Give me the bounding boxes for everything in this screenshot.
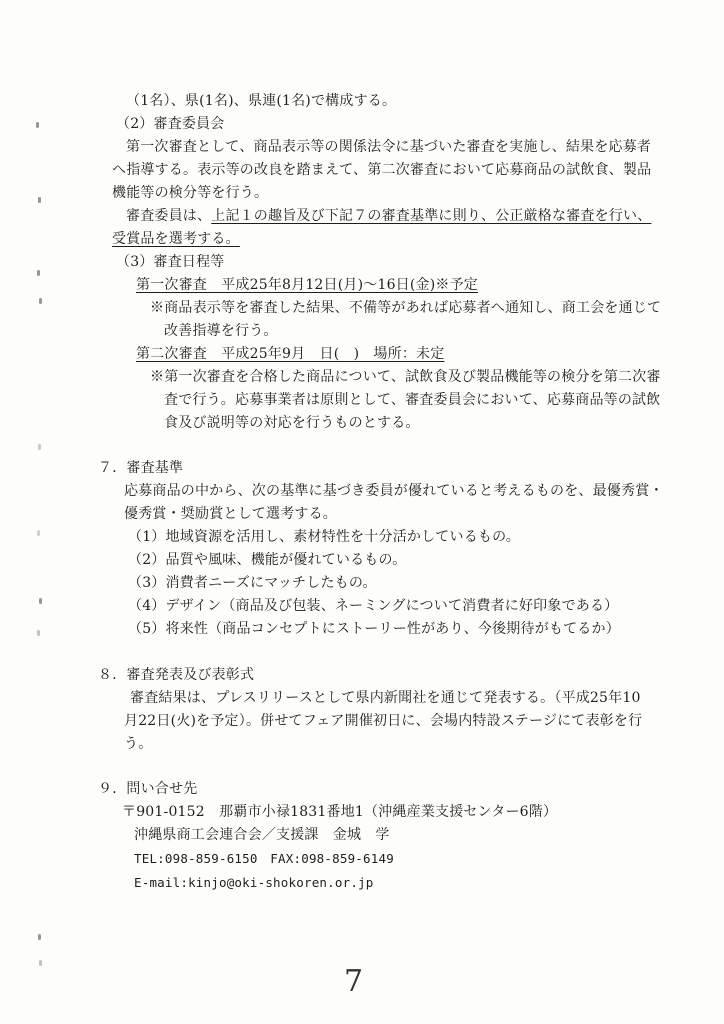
review-committee-text: 機能等の検分等を行う。 [112, 185, 269, 201]
review-committee-heading: （2）審査委員会 [116, 116, 225, 132]
scan-speck [38, 934, 41, 940]
announcement-text: 月22日(火)を予定）。併せてフェア開催初日に、会場内特設ステージにて表彰を行 [124, 713, 643, 729]
scan-speck [39, 298, 42, 304]
contact-heading: ９．問い合せ先 [98, 781, 198, 797]
criteria-intro: 応募商品の中から、次の基準に基づき委員が優れていると考えるものを、最優秀賞・ [124, 483, 664, 499]
first-review-schedule: 第一次審査 平成25年8月12日(月)～16日(金)※予定 [136, 277, 478, 293]
second-review-note: 査で行う。応募事業者は原則として、審査委員会において、応募商品等の試飲 [164, 392, 661, 408]
announcement-text: 審査結果は、プレスリリースとして県内新聞社を通じて発表する。（平成25年10 [130, 690, 641, 706]
criteria-intro: 優秀賞・奨励賞として選考する。 [124, 506, 337, 522]
announcement-heading: ８．審査発表及び表彰式 [98, 667, 255, 683]
review-members-text-underlined: 受賞品を選考する。 [112, 231, 240, 247]
second-review-note: 食及び説明等の対応を行うものとする。 [164, 415, 420, 431]
criteria-heading: ７．審査基準 [98, 460, 184, 476]
scan-speck [37, 530, 40, 536]
scan-speck [37, 270, 40, 276]
criteria-item: （3）消費者ニーズにマッチしたもの。 [128, 575, 377, 591]
scan-speck [37, 630, 40, 636]
criteria-item: （4）デザイン（商品及び包装、ネーミングについて消費者に好印象である） [128, 598, 619, 614]
committee-composition-text: （1名）、県(1名)、県連(1名)で構成する。 [126, 93, 397, 109]
second-review-schedule: 第二次審査 平成25年9月 日( ) 場所：未定 [136, 346, 445, 362]
review-committee-text: へ指導する。表示等の改良を踏まえて、第二次審査において応募商品の試飲食、製品 [112, 162, 652, 178]
first-review-note: 改善指導を行う。 [164, 323, 278, 339]
review-schedule-heading: （3）審査日程等 [116, 254, 225, 270]
review-committee-text: 第一次審査として、商品表示等の関係法令に基づいた審査を実施し、結果を応募者 [126, 139, 652, 155]
first-review-note: ※商品表示等を審査した結果、不備等があれば応募者へ通知し、商工会を通じて [150, 300, 662, 316]
scan-speck [38, 197, 41, 203]
review-members-text: 審査委員は、上記１の趣旨及び下記７の審査基準に則り、公正厳格な審査を行い、 [126, 208, 652, 224]
contact-address: 〒901-0152 那覇市小禄1831番地1（沖縄産業支援センター6階） [122, 804, 558, 820]
page-number: 7 [344, 964, 364, 999]
scan-speck [39, 598, 42, 604]
criteria-item: （2）品質や風味、機能が優れているもの。 [128, 552, 407, 568]
second-review-note: ※第一次審査を合格した商品について、試飲食及び製品機能等の検分を第二次審 [150, 369, 661, 385]
contact-phone-fax: TEL:098-859-6150 FAX:098-859-6149 [134, 851, 394, 866]
criteria-item: （5）将来性（商品コンセプトにストーリー性があり、今後期待がもてるか） [128, 621, 620, 637]
scan-speck [39, 960, 42, 966]
scan-speck [36, 122, 39, 128]
announcement-text: う。 [124, 736, 153, 752]
criteria-item: （1）地域資源を活用し、素材特性を十分活かしているもの。 [128, 529, 520, 545]
contact-organization: 沖縄県商工会連合会／支援課 金城 学 [134, 827, 390, 843]
contact-email: E-mail:kinjo@oki-shokoren.or.jp [134, 875, 374, 890]
scan-speck [38, 444, 41, 450]
